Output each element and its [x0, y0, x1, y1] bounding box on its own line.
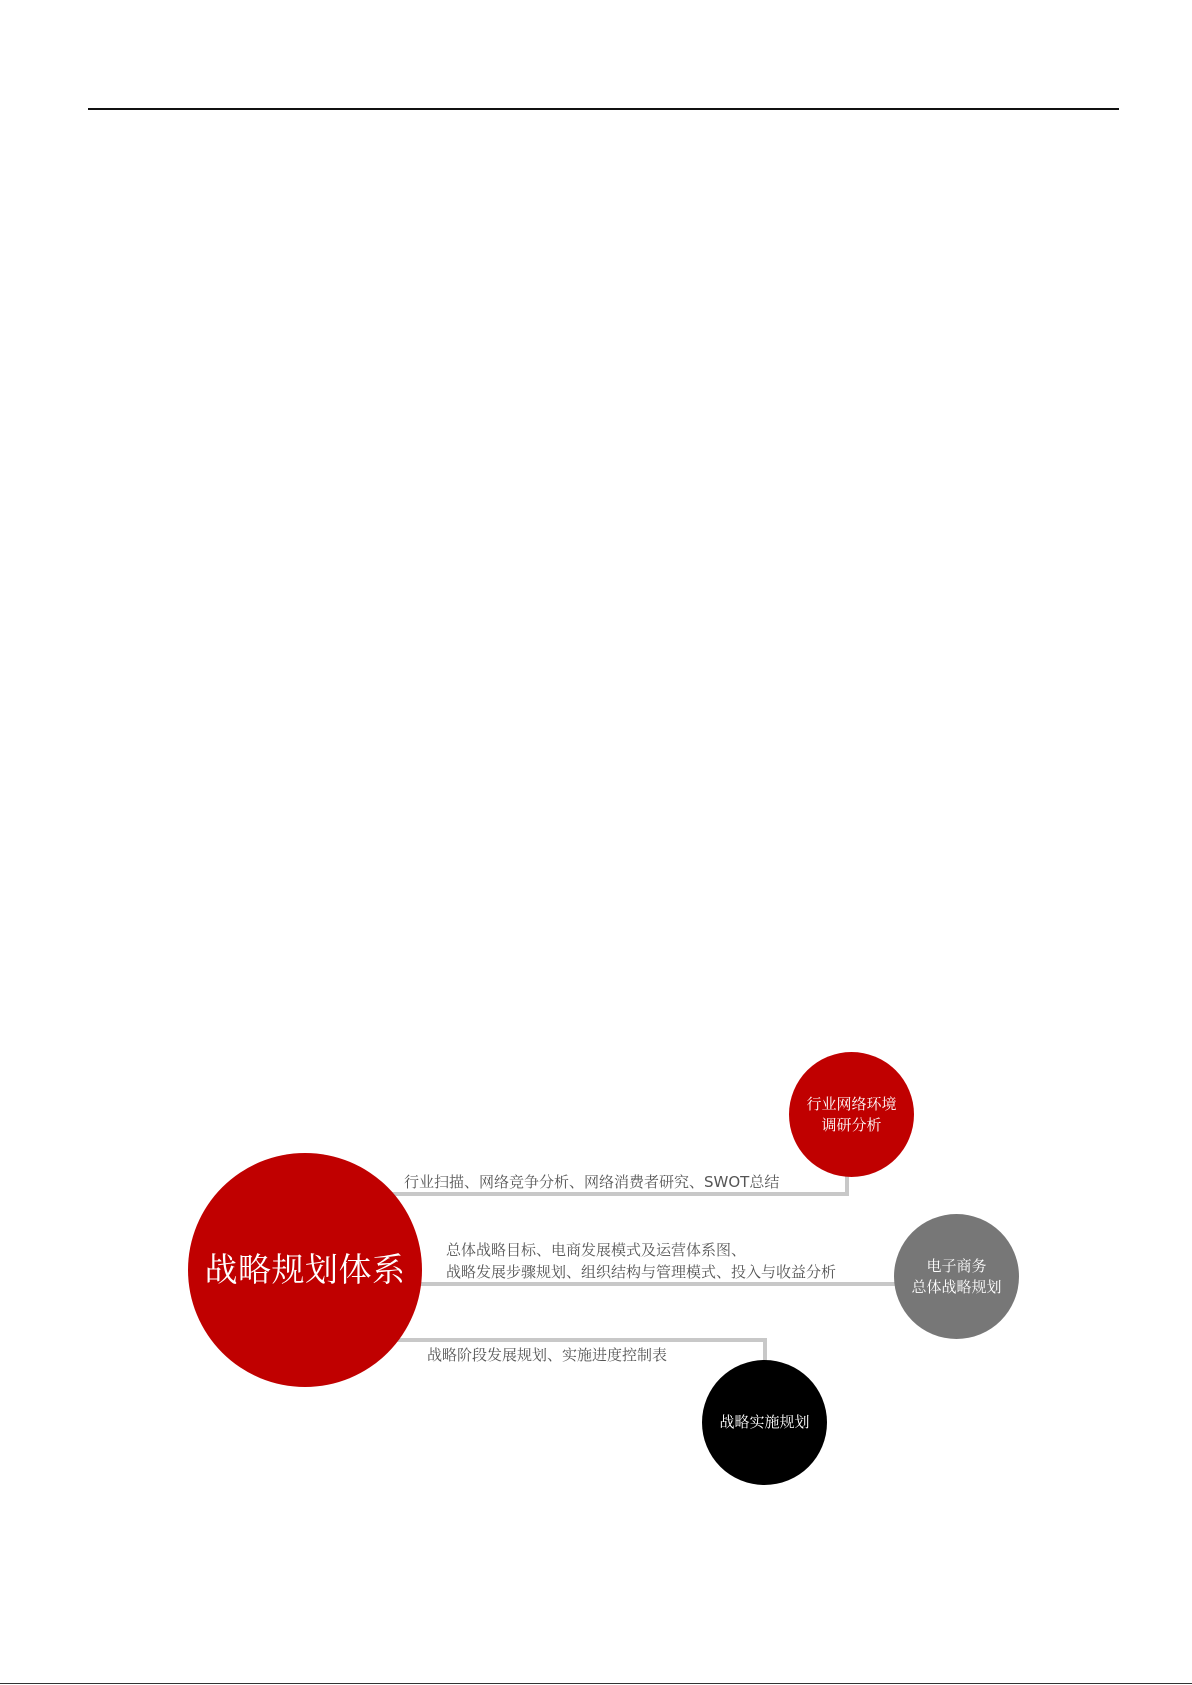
branch-overall-text	[446, 1239, 836, 1283]
node-implementation-label: 战略实施规划	[719, 1413, 810, 1432]
node-research-label: 行业网络环境 调研分析	[806, 1095, 897, 1134]
center-node-label: 战略规划体系	[204, 1249, 406, 1289]
node-overall-strategy	[894, 1214, 1019, 1339]
footer-rule	[0, 1683, 1192, 1684]
branch-implementation-text: 战略阶段发展规划、实施进度控制表	[427, 1346, 668, 1364]
center-node	[188, 1153, 422, 1387]
node-overall-strategy-label: 电子商务 总体战略规划	[911, 1257, 1002, 1296]
node-implementation	[702, 1360, 827, 1485]
branch-overall-line-1: 总体战略目标、电商发展模式及运营体系图、	[446, 1241, 747, 1259]
node-research	[789, 1052, 914, 1177]
branch-overall-line-2: 战略发展步骤规划、组织结构与管理模式、投入与收益分析	[446, 1263, 837, 1281]
branch-research-text: 行业扫描、网络竞争分析、网络消费者研究、SWOT总结	[404, 1173, 780, 1191]
